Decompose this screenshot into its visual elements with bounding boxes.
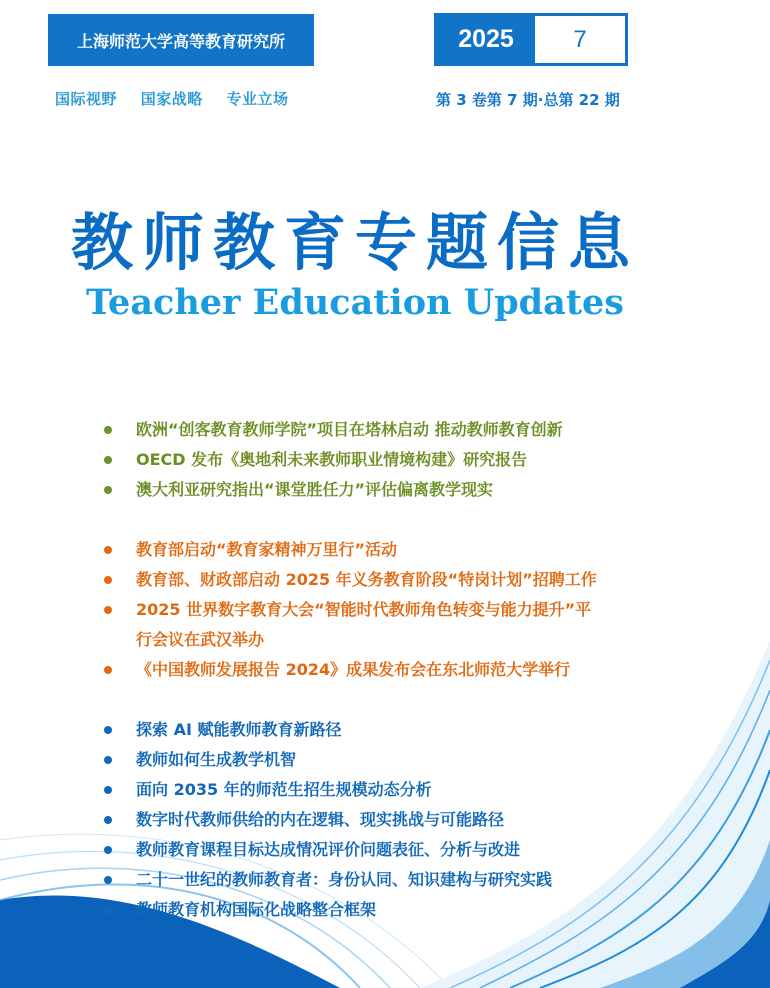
bullet-dot <box>104 846 112 854</box>
bullet-dot <box>104 426 112 434</box>
institution-box <box>48 14 314 66</box>
issue-box <box>434 13 628 66</box>
institution-name: 上海师范大学高等教育研究所 <box>76 31 285 51</box>
bullet-dot <box>104 576 112 584</box>
bullet-dot <box>104 906 112 914</box>
bullet-dot <box>104 546 112 554</box>
bullet-dot <box>104 666 112 674</box>
slogans <box>55 88 307 109</box>
issue-year: 2025 <box>437 16 535 63</box>
bullet-dot <box>104 726 112 734</box>
slogan-2: 国家战略 <box>140 90 203 108</box>
bullet-dot <box>104 606 112 614</box>
bullet-dot <box>104 486 112 494</box>
bullet-dot <box>104 786 112 794</box>
slogan-1: 国际视野 <box>55 90 118 108</box>
title-english: Teacher Education Updates <box>86 282 624 323</box>
issue-number: 7 <box>573 25 587 53</box>
bullet-dot <box>104 756 112 764</box>
bullet-dot <box>104 816 112 824</box>
slogan-3: 专业立场 <box>226 90 289 108</box>
title-chinese: 教师教育专题信息 <box>70 206 639 279</box>
volume-line: 第 3 卷第 7 期·总第 22 期 <box>436 91 620 109</box>
bullet-dot <box>104 876 112 884</box>
bullet-dot <box>104 456 112 464</box>
